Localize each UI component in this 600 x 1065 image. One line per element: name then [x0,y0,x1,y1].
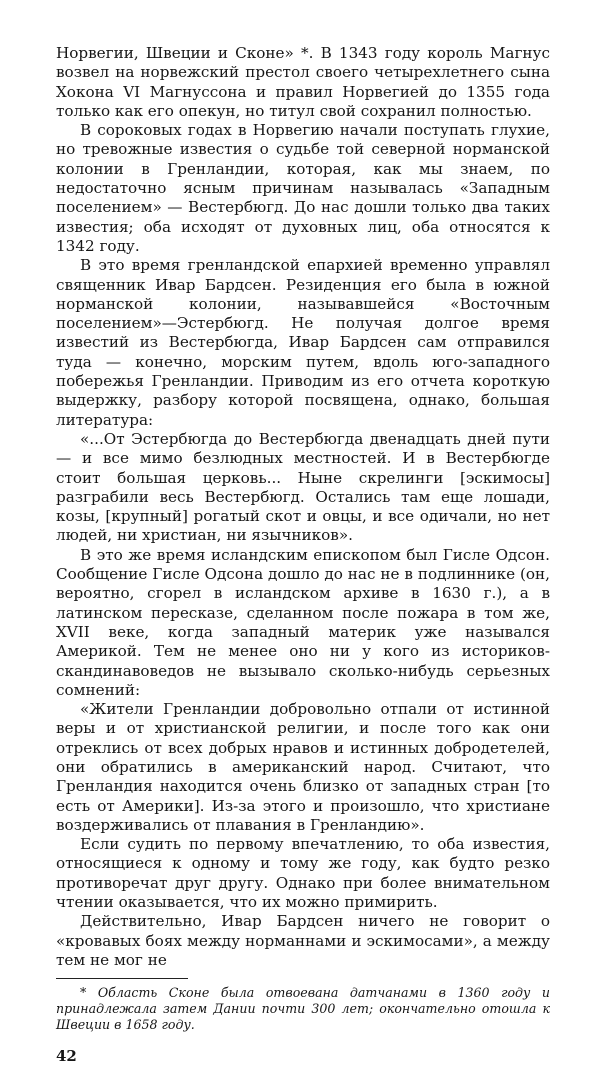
page-number: 42 [56,1047,77,1065]
paragraph-western-settlement: В сороковых годах в Норвегию начали поступать глухие, но тревожные известия о судьбе той северной норманской колонии в Гренландии, которая, как мы знаем, по недостаточно ясным причинам называлась «Западным поселением» — Вестербюгд. До нас дошли только два таких известия; оба исходят от духовных лиц, оба относятся к 1342 году. [56,121,550,255]
quote-bardsen: «...От Эстербюгда до Вестербюгда двенадцать дней пути — и все мимо безлюдных местностей. И в Вестербюгде стоит большая церковь... Ныне скрелинги [эскимосы] разграбили весь Вестербюгд. Остались там еще лошади, козы, [крупный] рогатый скот и овцы, и все одичали, но нет людей, ни христиан, ни язычников». [56,429,550,545]
footnote-divider [56,978,188,979]
footnote: * Область Сконе была отвоевана датчанами в 1360 году и принадлежала затем Дании почти 300 лет; окончательно отошла к Швеции в 1658 году. [56,985,550,1033]
paragraph-ivar-bardsen: В это время гренландской епархией временно управлял священник Ивар Бардсен. Резиденция его была в южной норманской колонии, называвшейся «Восточным поселением»—Эстербюгд. Не получая долгое время известий из Вестербюгда, Ивар Бардсен сам отправился туда — конечно, морским путем, вдоль юго-западного побережья Гренландии. Приводим из его отчета короткую выдержку, разбору которой посвящена, однако, большая литература: [56,256,550,429]
quote-odson: «Жители Гренландии добровольно отпали от истинной веры и от христианской религии, и после того как они отреклись от всех добрых нравов и истинных добродетелей, они обратились в американский народ. Считают, что Гренландия находится очень близко от западных стран [то есть от Америки]. Из-за этого и произошло, что христиане воздерживались от плавания в Гренландию». [56,700,550,834]
book-page [56,44,550,1065]
paragraph-indeed: Действительно, Ивар Бардсен ничего не говорит о «кровавых боях между норманнами и эскимосами», а между тем не мог не [56,912,550,969]
paragraph-first-impression: Если судить по первому впечатлению, то оба известия, относящиеся к одному и тому же году, как будто резко противоречат друг другу. Однако при более внимательном чтении оказывается, что их можно примирить. [56,835,550,912]
paragraph-continuation: Норвегии, Швеции и Сконе» *. В 1343 году король Магнус возвел на норвежский престол своего четырехлетнего сына Хокона VI Магнуссона и правил Норвегией до 1355 года только как его опекун, но титул свой сохранил полностью. [56,44,550,120]
paragraph-gisle-odson: В это же время исландским епископом был Гисле Одсон. Сообщение Гисле Одсона дошло до нас не в подлиннике (он, вероятно, сгорел в исландском архиве в 1630 г.), а в латинском пересказе, сделанном после пожара в том же, XVII веке, когда западный материк уже назывался Америкой. Тем не менее оно ни у кого из историков-скандинавоведов не вызывало сколько-нибудь серьезных сомнений: [56,545,550,699]
